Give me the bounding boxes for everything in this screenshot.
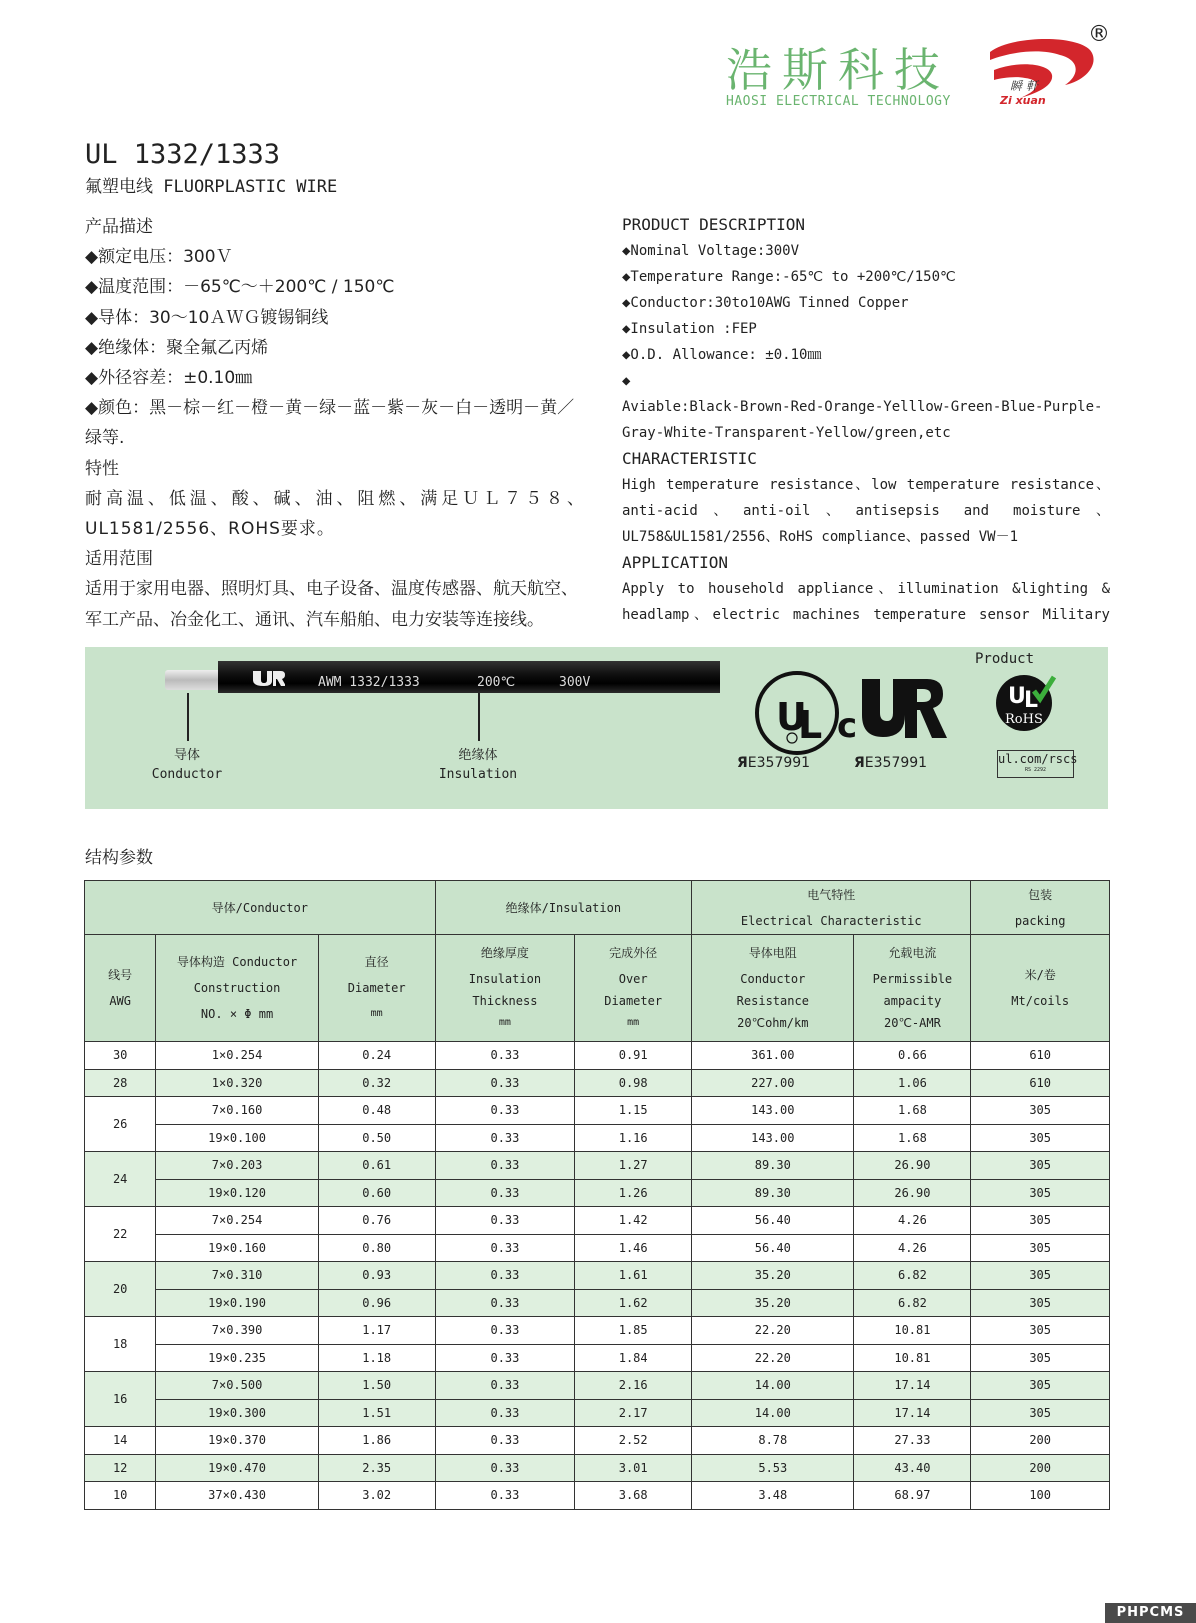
cell-diameter: 0.93 (318, 1262, 435, 1290)
cn-char-body: 耐高温、低温、酸、碱、油、阻燃、满足ＵＬ７５８、UL1581/2556、ROHS要求。 (85, 488, 585, 540)
svg-text:L: L (1024, 688, 1039, 713)
en-app-line2: headlamp、electric machines temperature sensor Military (622, 607, 1110, 623)
ul-rohs-icon (994, 669, 1058, 733)
col-resistance-en2: Resistance (736, 994, 809, 1008)
conductor-label (147, 746, 227, 784)
cell-awg: 22 (85, 1207, 156, 1262)
col-diameter-en: Diameter (347, 981, 406, 995)
cn-od: ◆外径容差：±0.10㎜ (85, 368, 253, 389)
col-od-cn: 完成外径 (609, 946, 658, 960)
cell-od: 3.01 (575, 1454, 692, 1482)
col-construction-2: Construction (193, 981, 281, 995)
logo-text: Zi xuan (1000, 94, 1046, 107)
group-electrical-en: Electrical Characteristic (740, 913, 922, 928)
cell-diameter: 0.80 (318, 1234, 435, 1262)
cell-packing: 610 (971, 1042, 1110, 1070)
en-app-line1: Apply to household appliance、illumination &lighting & (622, 581, 1110, 597)
en-app-heading: APPLICATION (622, 553, 728, 572)
col-resistance (692, 935, 854, 1042)
col-construction (156, 935, 318, 1042)
cert-file-2 (854, 755, 927, 771)
cell-awg: 18 (85, 1317, 156, 1372)
ur-mark-icon (251, 669, 285, 687)
cell-construction: 7×0.203 (156, 1152, 318, 1180)
cell-od: 2.17 (575, 1399, 692, 1427)
table-row (85, 1042, 1110, 1070)
cell-diameter: 0.48 (318, 1097, 435, 1125)
col-resistance-unit: 20℃ohm/km (737, 1016, 809, 1030)
group-insulation: 绝缘体/Insulation (435, 881, 692, 935)
cell-resistance: 227.00 (692, 1069, 854, 1097)
col-packing (971, 935, 1110, 1042)
cn-desc-heading: 产品描述 (85, 217, 153, 237)
table-row (85, 1069, 1110, 1097)
cell-construction: 7×0.390 (156, 1317, 318, 1345)
cell-resistance: 3.48 (692, 1482, 854, 1510)
svg-text:U: U (776, 695, 807, 739)
cell-diameter: 0.50 (318, 1124, 435, 1152)
cell-packing: 305 (971, 1234, 1110, 1262)
cell-ampacity: 1.06 (854, 1069, 971, 1097)
cell-thickness: 0.33 (435, 1454, 575, 1482)
cell-od: 1.15 (575, 1097, 692, 1125)
insulation-pointer (478, 693, 480, 741)
cell-resistance: 35.20 (692, 1289, 854, 1317)
cn-temperature: ◆温度范围：－65℃～＋200℃ / 150℃ (85, 277, 395, 298)
cell-thickness: 0.33 (435, 1344, 575, 1372)
cell-construction: 19×0.235 (156, 1344, 318, 1372)
table-row (85, 1179, 1110, 1207)
table-row (85, 1097, 1110, 1125)
cell-ampacity: 1.68 (854, 1124, 971, 1152)
cell-thickness: 0.33 (435, 1262, 575, 1290)
cell-packing: 305 (971, 1097, 1110, 1125)
product-title: UL 1332/1333 (85, 139, 281, 170)
svg-text:c: c (837, 706, 858, 745)
table-row (85, 1262, 1110, 1290)
cell-packing: 200 (971, 1427, 1110, 1455)
cell-packing: 305 (971, 1179, 1110, 1207)
cn-voltage: ◆额定电压：300Ｖ (85, 247, 233, 268)
cell-resistance: 143.00 (692, 1097, 854, 1125)
cell-od: 2.52 (575, 1427, 692, 1455)
col-construction-1: 导体构造 Conductor (176, 955, 298, 969)
wire-conductor-image (165, 670, 220, 690)
cell-diameter: 0.96 (318, 1289, 435, 1317)
col-thickness (435, 935, 575, 1042)
cell-ampacity: 1.68 (854, 1097, 971, 1125)
group-packing (971, 881, 1110, 935)
registered-mark: ® (1088, 22, 1110, 47)
col-construction-3: NO. × Φ mm (200, 1007, 274, 1021)
col-diameter (318, 935, 435, 1042)
cell-thickness: 0.33 (435, 1179, 575, 1207)
cell-ampacity: 17.14 (854, 1372, 971, 1400)
en-char-line2: anti-acid、anti-oil、antisepsis and moisture、 (622, 503, 1110, 519)
brand-name-en: HAOSI ELECTRICAL TECHNOLOGY (726, 94, 951, 109)
cell-thickness: 0.33 (435, 1234, 575, 1262)
table-row (85, 1399, 1110, 1427)
cn-app-heading: 适用范围 (85, 549, 153, 570)
cell-diameter: 0.61 (318, 1152, 435, 1180)
cell-resistance: 143.00 (692, 1124, 854, 1152)
cell-awg: 20 (85, 1262, 156, 1317)
cell-ampacity: 4.26 (854, 1207, 971, 1235)
cell-packing: 100 (971, 1482, 1110, 1510)
cell-diameter: 1.51 (318, 1399, 435, 1427)
col-diameter-cn: 直径 (364, 955, 389, 969)
cell-diameter: 0.32 (318, 1069, 435, 1097)
cell-awg: 14 (85, 1427, 156, 1455)
table-row (85, 1427, 1110, 1455)
cell-od: 1.26 (575, 1179, 692, 1207)
cell-ampacity: 10.81 (854, 1344, 971, 1372)
cell-awg: 28 (85, 1069, 156, 1097)
table-row (85, 1207, 1110, 1235)
cert-file-1-number: E357991 (747, 755, 811, 771)
cell-construction: 19×0.470 (156, 1454, 318, 1482)
cell-thickness: 0.33 (435, 1069, 575, 1097)
table-row (85, 1234, 1110, 1262)
col-resistance-en1: Conductor (740, 972, 806, 986)
en-conductor: ◆Conductor:30to10AWG Tinned Copper (622, 295, 909, 311)
cell-ampacity: 26.90 (854, 1179, 971, 1207)
cell-od: 1.42 (575, 1207, 692, 1235)
cell-diameter: 2.35 (318, 1454, 435, 1482)
ul-url: ul.com/rscs (998, 752, 1078, 766)
product-label: Product (975, 651, 1035, 667)
table-row (85, 1152, 1110, 1180)
col-thickness-cn: 绝缘厚度 (480, 946, 529, 960)
insulation-label-cn: 绝缘体 (458, 748, 498, 763)
en-color: Aviable:Black-Brown-Red-Orange-Yelllow-Green-Blue-Purple-Gray-White-Transparent-Yellow/green,etc (622, 399, 1103, 441)
cell-packing: 200 (971, 1454, 1110, 1482)
cn-conductor: ◆导体：30～10ＡＷＧ镀锡铜线 (85, 307, 329, 328)
col-od-en2: Diameter (604, 994, 663, 1008)
en-char-line1: High temperature resistance、low temperature resistance、 (622, 477, 1110, 493)
cell-diameter: 1.17 (318, 1317, 435, 1345)
col-ampacity-unit: 20℃-AMR (884, 1016, 941, 1030)
cell-ampacity: 26.90 (854, 1152, 971, 1180)
cell-packing: 305 (971, 1289, 1110, 1317)
col-packing-cn: 米/卷 (1024, 968, 1056, 982)
col-od (575, 935, 692, 1042)
svg-text:瞬 軒: 瞬 軒 (1010, 79, 1038, 93)
cell-resistance: 361.00 (692, 1042, 854, 1070)
cell-od: 2.16 (575, 1372, 692, 1400)
col-packing-en: Mt/coils (1011, 994, 1070, 1008)
cell-awg: 24 (85, 1152, 156, 1207)
cell-packing: 610 (971, 1069, 1110, 1097)
cell-ampacity: 6.82 (854, 1289, 971, 1317)
cell-od: 1.84 (575, 1344, 692, 1372)
en-temperature: ◆Temperature Range:-65℃ to +200℃/150℃ (622, 269, 956, 285)
cell-ampacity: 27.33 (854, 1427, 971, 1455)
cell-thickness: 0.33 (435, 1152, 575, 1180)
cell-od: 0.98 (575, 1069, 692, 1097)
cell-thickness: 0.33 (435, 1427, 575, 1455)
ur-small-icon: Я (854, 755, 865, 771)
col-ampacity-en1: Permissible (872, 972, 953, 986)
conductor-label-cn: 导体 (173, 748, 200, 763)
cell-ampacity: 43.40 (854, 1454, 971, 1482)
en-voltage: ◆Nominal Voltage:300V (622, 243, 800, 259)
group-electrical-cn: 电气特性 (807, 887, 856, 902)
cell-diameter: 3.02 (318, 1482, 435, 1510)
cell-ampacity: 4.26 (854, 1234, 971, 1262)
wire-print-temp: 200℃ (477, 675, 516, 690)
group-conductor: 导体/Conductor (85, 881, 436, 935)
cell-thickness: 0.33 (435, 1317, 575, 1345)
cell-resistance: 14.00 (692, 1399, 854, 1427)
cell-awg: 16 (85, 1372, 156, 1427)
cell-thickness: 0.33 (435, 1372, 575, 1400)
conductor-label-en: Conductor (151, 767, 223, 782)
cell-resistance: 8.78 (692, 1427, 854, 1455)
cell-diameter: 1.18 (318, 1344, 435, 1372)
cell-construction: 1×0.320 (156, 1069, 318, 1097)
col-diameter-unit: mm (370, 1008, 383, 1019)
cell-thickness: 0.33 (435, 1042, 575, 1070)
cert-file-2-number: E357991 (864, 755, 928, 771)
col-ampacity (854, 935, 971, 1042)
col-resistance-cn: 导体电阻 (748, 946, 797, 960)
cell-packing: 305 (971, 1152, 1110, 1180)
col-awg (85, 935, 156, 1042)
cell-od: 1.62 (575, 1289, 692, 1317)
watermark-badge: PHPCMS (1105, 1603, 1196, 1623)
cell-od: 1.61 (575, 1262, 692, 1290)
cell-construction: 37×0.430 (156, 1482, 318, 1510)
cell-awg: 10 (85, 1482, 156, 1510)
cn-insulation: ◆绝缘体：聚全氟乙丙烯 (85, 337, 269, 358)
cell-ampacity: 0.66 (854, 1042, 971, 1070)
cell-resistance: 22.20 (692, 1317, 854, 1345)
svg-text:L: L (798, 703, 823, 747)
group-packing-en: packing (1014, 913, 1066, 928)
spec-table-body (85, 1042, 1110, 1510)
cell-resistance: 5.53 (692, 1454, 854, 1482)
cell-construction: 7×0.160 (156, 1097, 318, 1125)
col-thickness-en1: Insulation (468, 972, 542, 986)
table-row (85, 1317, 1110, 1345)
col-awg-en: AWG (109, 994, 132, 1008)
cell-packing: 305 (971, 1262, 1110, 1290)
insulation-label-en: Insulation (438, 767, 518, 782)
wire-print-voltage: 300V (559, 675, 591, 690)
ul-url-box (997, 750, 1078, 778)
cell-thickness: 0.33 (435, 1289, 575, 1317)
ur-small-icon: Я (737, 755, 748, 771)
product-banner (85, 647, 1108, 809)
cell-construction: 19×0.370 (156, 1427, 318, 1455)
en-char-heading: CHARACTERISTIC (622, 449, 757, 468)
ul-listed-icon (754, 670, 840, 756)
cell-diameter: 0.24 (318, 1042, 435, 1070)
en-desc-heading: PRODUCT DESCRIPTION (622, 215, 806, 234)
table-row (85, 1344, 1110, 1372)
cell-resistance: 14.00 (692, 1372, 854, 1400)
cn-char-heading: 特性 (85, 458, 119, 479)
cell-construction: 7×0.310 (156, 1262, 318, 1290)
cell-diameter: 0.76 (318, 1207, 435, 1235)
cell-awg: 30 (85, 1042, 156, 1070)
cell-construction: 7×0.254 (156, 1207, 318, 1235)
table-row (85, 1454, 1110, 1482)
cell-resistance: 56.40 (692, 1207, 854, 1235)
cell-od: 3.68 (575, 1482, 692, 1510)
cell-awg: 26 (85, 1097, 156, 1152)
en-insulation: ◆Insulation :FEP (622, 321, 757, 337)
cell-construction: 19×0.100 (156, 1124, 318, 1152)
cell-resistance: 35.20 (692, 1262, 854, 1290)
cell-packing: 305 (971, 1124, 1110, 1152)
en-description (622, 212, 1110, 628)
cell-resistance: 89.30 (692, 1152, 854, 1180)
cn-app-body: 适用于家用电器、照明灯具、电子设备、温度传感器、航天航空、军工产品、冶金化工、通讯、汽车船舶、电力安装等连接线。 (85, 579, 578, 630)
cell-thickness: 0.33 (435, 1207, 575, 1235)
table-row (85, 1124, 1110, 1152)
cell-packing: 305 (971, 1372, 1110, 1400)
cell-construction: 19×0.160 (156, 1234, 318, 1262)
cell-packing: 305 (971, 1344, 1110, 1372)
table-row (85, 1372, 1110, 1400)
wire-print-model: AWM 1332/1333 (318, 675, 420, 690)
table-row (85, 1289, 1110, 1317)
brand-name-cn: 浩斯科技 (726, 43, 950, 97)
cell-construction: 19×0.120 (156, 1179, 318, 1207)
cell-construction: 19×0.190 (156, 1289, 318, 1317)
cell-od: 0.91 (575, 1042, 692, 1070)
cell-resistance: 56.40 (692, 1234, 854, 1262)
cell-thickness: 0.33 (435, 1097, 575, 1125)
cell-diameter: 1.86 (318, 1427, 435, 1455)
group-electrical (692, 881, 971, 935)
cell-ampacity: 10.81 (854, 1317, 971, 1345)
group-packing-cn: 包装 (1028, 887, 1053, 902)
cell-construction: 1×0.254 (156, 1042, 318, 1070)
cell-od: 1.46 (575, 1234, 692, 1262)
cell-construction: 7×0.500 (156, 1372, 318, 1400)
cell-thickness: 0.33 (435, 1124, 575, 1152)
ul-url-small: RS 2292 (1024, 767, 1047, 773)
table-row (85, 1482, 1110, 1510)
insulation-label (433, 746, 523, 784)
col-ampacity-en2: ampacity (883, 994, 942, 1008)
cell-awg: 12 (85, 1454, 156, 1482)
col-od-unit: mm (627, 1017, 640, 1028)
cell-diameter: 0.60 (318, 1179, 435, 1207)
en-od: ◆O.D. Allowance: ±0.10㎜ (622, 347, 822, 363)
cell-resistance: 22.20 (692, 1344, 854, 1372)
col-od-en1: Over (618, 972, 648, 986)
cell-thickness: 0.33 (435, 1399, 575, 1427)
spec-table (84, 880, 1110, 1510)
cn-color: ◆颜色：黑－棕－红－橙－黄－绿－蓝－紫－灰－白－透明－黄／绿等. (85, 398, 575, 449)
cell-od: 1.16 (575, 1124, 692, 1152)
cell-ampacity: 17.14 (854, 1399, 971, 1427)
cell-ampacity: 68.97 (854, 1482, 971, 1510)
cell-thickness: 0.33 (435, 1482, 575, 1510)
svg-text:U: U (1008, 684, 1026, 709)
col-thickness-en2: Thickness (472, 994, 538, 1008)
wire-insulation-image (218, 661, 720, 693)
cell-ampacity: 6.82 (854, 1262, 971, 1290)
cell-od: 1.85 (575, 1317, 692, 1345)
cert-file-1 (737, 755, 810, 771)
cell-packing: 305 (971, 1399, 1110, 1427)
en-char-line3: UL758&UL1581/2556、RoHS compliance、passed VW－1 (622, 529, 1019, 545)
cell-packing: 305 (971, 1317, 1110, 1345)
col-thickness-unit: mm (498, 1017, 511, 1028)
conductor-pointer (187, 693, 189, 741)
cur-recognized-icon (837, 675, 949, 745)
cell-construction: 19×0.300 (156, 1399, 318, 1427)
section-title: 结构参数 (85, 848, 153, 868)
product-subtitle: 氟塑电线 FLUORPLASTIC WIRE (85, 177, 338, 197)
rohs-text: RoHS (1005, 712, 1043, 727)
cell-packing: 305 (971, 1207, 1110, 1235)
col-ampacity-cn: 允载电流 (888, 946, 937, 960)
cell-resistance: 89.30 (692, 1179, 854, 1207)
en-color-bullet: ◆ (622, 373, 631, 389)
cell-diameter: 1.50 (318, 1372, 435, 1400)
cell-od: 1.27 (575, 1152, 692, 1180)
cn-description (85, 212, 585, 635)
col-awg-cn: 线号 (108, 968, 133, 982)
